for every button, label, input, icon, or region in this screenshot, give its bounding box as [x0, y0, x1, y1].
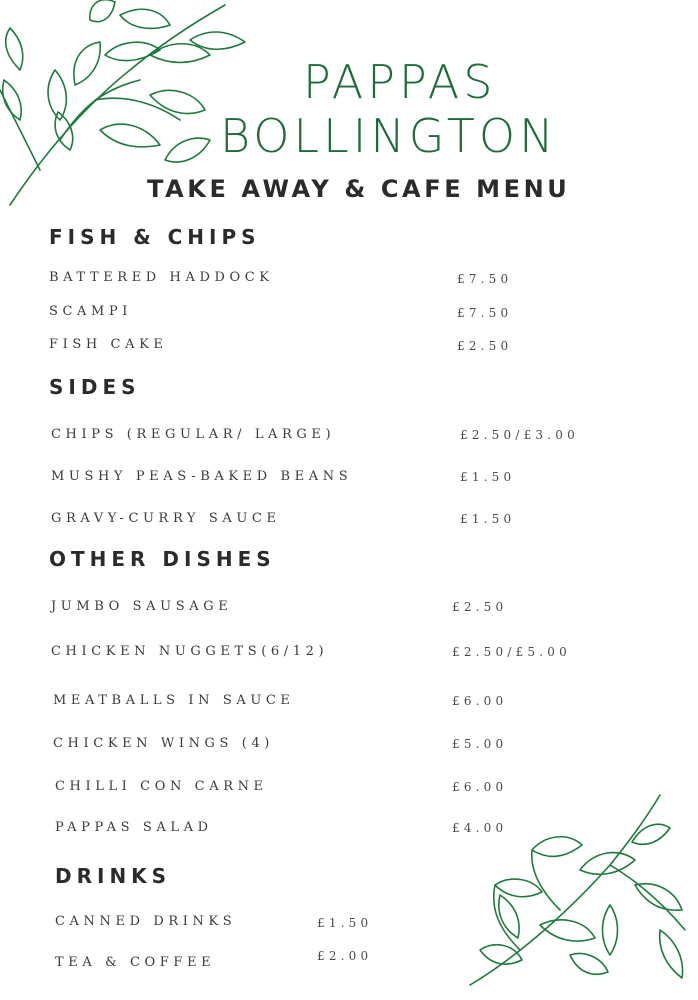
menu-item-price: £5.00	[452, 737, 508, 751]
section-title-other-dishes: OTHER DISHES	[49, 547, 276, 571]
menu-item-name: FISH CAKE	[49, 337, 168, 352]
menu-item-price: £4.00	[452, 821, 508, 835]
menu-item-name: CHICKEN WINGS (4)	[53, 736, 274, 751]
menu-item-price: £6.00	[452, 780, 508, 794]
menu-item-price: £2.00	[317, 949, 373, 963]
menu-item-price: £1.50	[460, 512, 516, 526]
menu-subtitle: TAKE AWAY & CAFE MENU	[147, 175, 571, 203]
menu-item-name: CHICKEN NUGGETS(6/12)	[51, 644, 329, 659]
menu-item-name: PAPPAS SALAD	[55, 820, 213, 835]
section-title-sides: SIDES	[49, 375, 141, 399]
menu-item-price: £1.50	[317, 916, 373, 930]
restaurant-name-line-1: PAPPAS	[303, 55, 497, 109]
menu-item-name: GRAVY-CURRY SAUCE	[51, 511, 281, 526]
menu-item-name: TEA & COFFEE	[55, 955, 216, 970]
menu-item-name: BATTERED HADDOCK	[49, 270, 274, 285]
menu-item-price: £2.50/£5.00	[452, 645, 571, 659]
restaurant-name-line-2: BOLLINGTON	[220, 109, 558, 163]
menu-item-price: £7.50	[457, 306, 513, 320]
menu-item-price: £2.50	[452, 600, 508, 614]
menu-item-price: £2.50	[457, 339, 513, 353]
menu-item-name: SCAMPI	[49, 304, 133, 319]
menu-item-price: £7.50	[457, 272, 513, 286]
section-title-fish-chips: FISH & CHIPS	[49, 225, 261, 249]
section-title-drinks: DRINKS	[55, 864, 172, 888]
menu-item-name: CHILLI CON CARNE	[55, 779, 268, 794]
menu-item-name: MUSHY PEAS-BAKED BEANS	[51, 469, 353, 484]
menu-item-name: JUMBO SAUSAGE	[51, 599, 233, 614]
menu-item-price: £2.50/£3.00	[460, 428, 579, 442]
menu-item-price: £1.50	[460, 470, 516, 484]
menu-item-name: MEATBALLS IN SAUCE	[53, 693, 295, 708]
menu-item-price: £6.00	[452, 694, 508, 708]
menu-item-name: CANNED DRINKS	[55, 914, 237, 929]
menu-item-name: CHIPS (REGULAR/ LARGE)	[51, 427, 336, 442]
